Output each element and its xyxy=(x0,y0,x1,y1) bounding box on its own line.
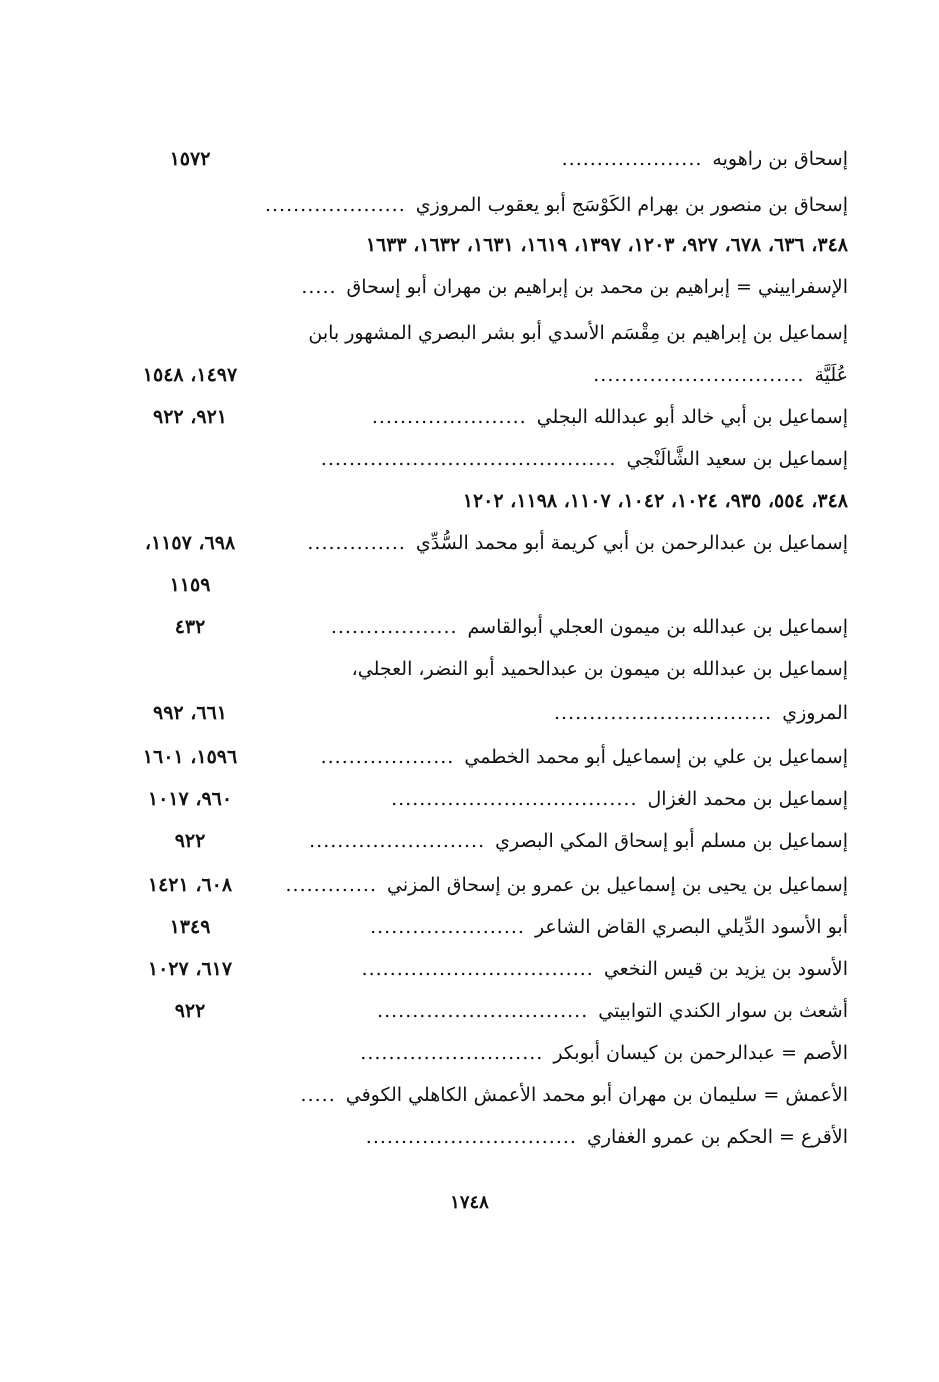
leader-dots: .................... xyxy=(561,148,703,170)
entry-name: الإسفراييني = إبراهيم بن محمد بن إبراهيم بن مهران أبو إسحاق xyxy=(346,276,848,298)
leader-dots: ................................. xyxy=(361,958,594,980)
entry-page-refs: ٦٩٨، ١١٥٧، xyxy=(144,532,236,554)
entry-name: المروزي xyxy=(782,702,848,724)
index-entry xyxy=(120,908,848,946)
leader-dots: ...................... xyxy=(371,406,527,428)
leader-dots: ......................... xyxy=(309,830,486,852)
index-entry xyxy=(120,268,848,306)
index-entry xyxy=(120,356,848,394)
leader-dots: .................... xyxy=(264,194,406,216)
leader-dots: .......................... xyxy=(360,1042,544,1064)
page-number: ١٧٤٨ xyxy=(450,1192,489,1213)
entry-name: الأقرع = الحكم بن عمرو الغفاري xyxy=(586,1126,848,1148)
entry-page-refs: ٦١٧، ١٠٢٧ xyxy=(147,958,233,980)
entry-name: إسماعيل بن عبدالله بن ميمون بن عبدالحميد أبو النضر، العجلي، xyxy=(351,658,848,680)
index-entry xyxy=(120,1076,848,1114)
index-entry xyxy=(120,398,848,436)
leader-dots: .............................. xyxy=(377,1000,589,1022)
index-entry xyxy=(120,314,848,352)
leader-dots: ............. xyxy=(285,874,378,896)
index-entry xyxy=(120,866,848,904)
leader-dots: ................................... xyxy=(391,788,638,810)
leader-dots: .............................. xyxy=(593,364,805,386)
index-entry xyxy=(120,566,848,604)
entry-page-refs: ٩٢١، ٩٢٢ xyxy=(153,406,227,428)
leader-dots: .............. xyxy=(307,532,406,554)
leader-dots: .............................. xyxy=(365,1126,577,1148)
entry-name: أبو الأسود الدِّيلي البصري القاض الشاعر xyxy=(534,916,848,938)
entry-name: إسماعيل بن علي بن إسماعيل أبو محمد الخطمي xyxy=(464,746,848,768)
entry-page-refs: ٩٢٢ xyxy=(174,830,206,852)
leader-dots: ...................... xyxy=(370,916,525,938)
entry-page-refs: ٣٤٨، ٦٣٦، ٦٧٨، ٩٢٧، ١٢٠٣، ١٣٩٧، ١٦١٩، ١٦٣١، ١٦٣٢، ١٦٣٣ xyxy=(365,234,848,256)
index-entry xyxy=(120,992,848,1030)
entry-name: إسماعيل بن مسلم أبو إسحاق المكي البصري xyxy=(495,830,848,852)
entry-name: إسماعيل بن عبدالرحمن بن أبي كريمة أبو محمد السُّدِّي xyxy=(415,532,848,554)
leader-dots: .......................................... xyxy=(320,448,617,470)
leader-dots: ............................... xyxy=(554,702,773,724)
index-entry xyxy=(120,140,848,178)
entry-name: الأعمش = سليمان بن مهران أبو محمد الأعمش الكاهلي الكوفي xyxy=(345,1084,848,1106)
leader-dots: ..... xyxy=(301,276,337,298)
entry-name: إسماعيل بن سعيد الشَّالَنْجي xyxy=(626,448,848,470)
index-entry xyxy=(120,608,848,646)
leader-dots: ..... xyxy=(300,1084,336,1106)
index-entry xyxy=(120,1118,848,1156)
entry-name: الأسود بن يزيد بن قيس النخعي xyxy=(603,958,848,980)
entry-page-refs: ١٣٤٩ xyxy=(169,916,211,938)
leader-dots: .................. xyxy=(330,616,458,638)
entry-page-refs: ٦٠٨، ١٤٢١ xyxy=(147,874,233,896)
entry-page-refs: ٣٤٨، ٥٥٤، ٩٣٥، ١٠٢٤، ١٠٤٢، ١١٠٧، ١١٩٨، ١٢٠٢ xyxy=(462,490,848,512)
entry-name: إسماعيل بن عبدالله بن ميمون العجلي أبوالقاسم xyxy=(467,616,848,638)
leader-dots: ................... xyxy=(320,746,455,768)
index-entry xyxy=(120,524,848,562)
entry-page-refs: ٤٣٢ xyxy=(174,616,206,638)
entry-page-refs: ٩٦٠، ١٠١٧ xyxy=(147,788,233,810)
entry-name: إسماعيل بن محمد الغزال xyxy=(647,788,848,810)
entry-name: إسحاق بن راهويه xyxy=(712,148,848,170)
index-entry xyxy=(120,226,848,264)
index-entry xyxy=(120,482,848,520)
entry-name: إسماعيل بن أبي خالد أبو عبدالله البجلي xyxy=(536,406,848,428)
entry-page-refs: ١٥٩٦، ١٦٠١ xyxy=(142,746,238,768)
index-entry xyxy=(120,822,848,860)
index-entry xyxy=(120,780,848,818)
entry-name: إسماعيل بن إبراهيم بن مِقْسَم الأسدي أبو بشر البصري المشهور بابن xyxy=(308,322,848,344)
entry-page-refs: ١٤٩٧، ١٥٤٨ xyxy=(142,364,238,386)
index-entry xyxy=(120,950,848,988)
entry-name: أشعث بن سوار الكندي التوابيتي xyxy=(598,1000,848,1022)
entry-page-refs: ٦٦١، ٩٩٢ xyxy=(153,702,227,724)
entry-page-refs: ٩٢٢ xyxy=(174,1000,206,1022)
entry-page-refs: ١٥٧٢ xyxy=(169,148,211,170)
index-entry xyxy=(120,738,848,776)
entry-page-refs: ١١٥٩ xyxy=(169,574,211,596)
index-entry xyxy=(120,1034,848,1072)
index-entry xyxy=(120,650,848,688)
entry-name: إسماعيل بن يحيى بن إسماعيل بن عمرو بن إسحاق المزني xyxy=(387,874,848,896)
index-entry xyxy=(120,440,848,478)
index-entry xyxy=(120,694,848,732)
index-entry xyxy=(120,186,848,224)
entry-name: الأصم = عبدالرحمن بن كيسان أبوبكر xyxy=(553,1042,848,1064)
entry-name: عُلَيَّة xyxy=(814,364,848,386)
entry-name: إسحاق بن منصور بن بهرام الكَوْسَج أبو يعقوب المروزي xyxy=(415,194,848,216)
